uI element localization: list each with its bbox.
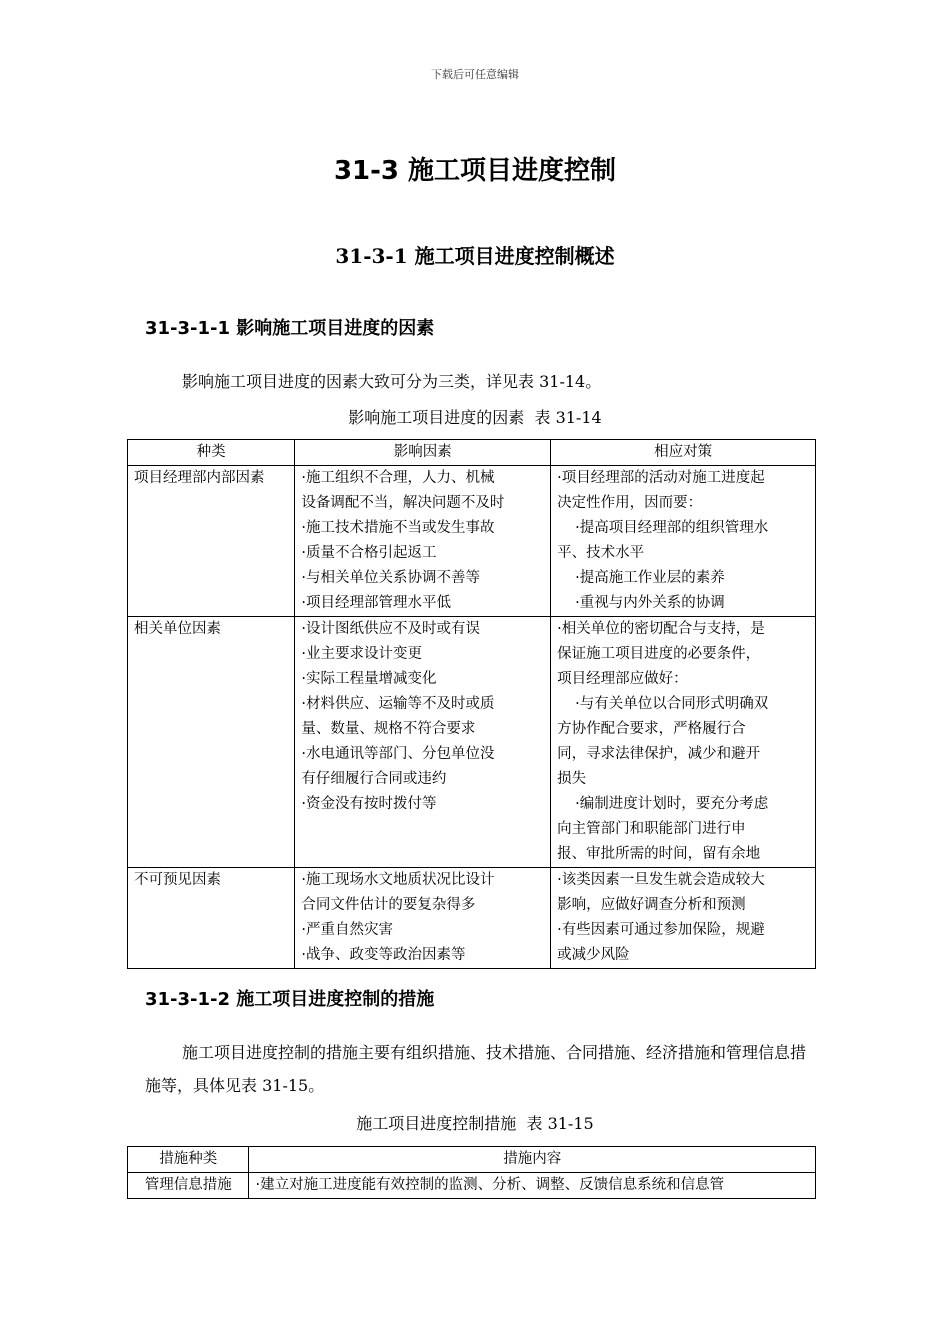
factors-line: ·设计图纸供应不及时或有误: [301, 621, 480, 637]
section-heading: 31-3-1 施工项目进度控制概述: [335, 244, 615, 268]
measures-line: ·重视与内外关系的协调: [575, 595, 725, 611]
header-measure-content: 措施内容: [249, 1147, 816, 1173]
measures-line: 报、审批所需的时间，留有余地: [557, 846, 761, 862]
measures-line: 项目经理部应做好：: [557, 671, 688, 687]
factors-line: ·施工现场水文地质状况比设计: [301, 872, 495, 888]
table-row: [128, 617, 816, 868]
table-caption-title: 影响施工项目进度的因素: [348, 408, 525, 427]
paragraph-1: 影响施工项目进度的因素大致可分为三类，详见表 31-14。: [182, 372, 602, 391]
measures-line: 决定性作用，因而要：: [557, 495, 703, 511]
factors-line: 有仔细履行合同或违约: [301, 771, 447, 787]
header-factors: 影响因素: [295, 440, 551, 466]
measures-line: ·相关单位的密切配合与支持，是: [557, 621, 765, 637]
factors-line: ·实际工程量增减变化: [301, 671, 437, 687]
header-category: 种类: [128, 440, 295, 466]
measure-content-cell: ·建立对施工进度能有效控制的监测、分析、调整、反馈信息系统和信息管: [249, 1173, 816, 1199]
factors-line: ·与相关单位关系协调不善等: [301, 570, 480, 586]
table-caption-number: 表 31-15: [526, 1114, 594, 1133]
measures-line: 同，寻求法律保护，减少和避开: [557, 746, 761, 762]
table-caption-title: 施工项目进度控制措施: [356, 1114, 517, 1133]
category-cell: 项目经理部内部因素: [128, 466, 295, 617]
factors-cell: [295, 466, 551, 617]
measures-line: ·与有关单位以合同形式明确双: [575, 696, 769, 712]
measures-line: ·编制进度计划时，要充分考虑: [575, 796, 769, 812]
header-measure-type: 措施种类: [128, 1147, 249, 1173]
factors-line: 设备调配不当，解决问题不及时: [301, 495, 505, 511]
measures-cell: [551, 617, 816, 868]
factors-line: ·材料供应、运输等不及时或质: [301, 696, 495, 712]
measures-table: [127, 1146, 816, 1199]
header-note: 下载后可任意编辑: [431, 68, 519, 81]
factors-line: ·质量不合格引起返工: [301, 545, 437, 561]
factors-line: 量、数量、规格不符合要求: [301, 721, 476, 737]
measures-line: 影响，应做好调查分析和预测: [557, 897, 746, 913]
measures-line: ·提高项目经理部的组织管理水: [575, 520, 769, 536]
factors-line: ·战争、政变等政治因素等: [301, 947, 466, 963]
factors-line: ·资金没有按时拨付等: [301, 796, 437, 812]
table-row: [128, 466, 816, 617]
header-measures: 相应对策: [551, 440, 816, 466]
measures-line: 平、技术水平: [557, 545, 645, 561]
table-row: [128, 1173, 816, 1199]
measures-line: 损失: [557, 771, 587, 787]
measures-line: ·有些因素可通过参加保险，规避: [557, 922, 765, 938]
factors-line: ·业主要求设计变更: [301, 646, 422, 662]
measures-line: 方协作配合要求，严格履行合: [557, 721, 746, 737]
factors-table: [127, 439, 816, 969]
measures-line: ·提高施工作业层的素养: [575, 570, 725, 586]
table-caption-1: [0, 405, 950, 428]
table-caption-number: 表 31-14: [534, 408, 602, 427]
measures-line: 向主管部门和职能部门进行申: [557, 821, 746, 837]
subsection-heading-1: 31-3-1-1 影响施工项目进度的因素: [145, 318, 435, 339]
factors-cell: [295, 868, 551, 969]
measures-cell: [551, 868, 816, 969]
factors-line: ·施工技术措施不当或发生事故: [301, 520, 495, 536]
factors-line: ·施工组织不合理，人力、机械: [301, 470, 495, 486]
measures-line: ·项目经理部的活动对施工进度起: [557, 470, 765, 486]
factors-line: 合同文件估计的要复杂得多: [301, 897, 476, 913]
measures-line: 或减少风险: [557, 947, 630, 963]
measures-cell: [551, 466, 816, 617]
category-cell: 不可预见因素: [128, 868, 295, 969]
measure-type-cell: 管理信息措施: [128, 1173, 249, 1199]
factors-line: ·水电通讯等部门、分包单位没: [301, 746, 495, 762]
subsection-heading-2: 31-3-1-2 施工项目进度控制的措施: [145, 989, 435, 1010]
factors-line: ·严重自然灾害: [301, 922, 393, 938]
category-cell: 相关单位因素: [128, 617, 295, 868]
measures-line: ·该类因素一旦发生就会造成较大: [557, 872, 765, 888]
table-caption-2: [0, 1111, 950, 1134]
table-header-row: [128, 440, 816, 466]
measures-line: 保证施工项目进度的必要条件，: [557, 646, 761, 662]
page-title: 31-3 施工项目进度控制: [333, 156, 617, 186]
factors-line: ·项目经理部管理水平低: [301, 595, 451, 611]
factors-cell: [295, 617, 551, 868]
table-header-row: [128, 1147, 816, 1173]
table-row: [128, 868, 816, 969]
paragraph-2: 施工项目进度控制的措施主要有组织措施、技术措施、合同措施、经济措施和管理信息措施等，具体见表 31-15。: [145, 1043, 807, 1095]
